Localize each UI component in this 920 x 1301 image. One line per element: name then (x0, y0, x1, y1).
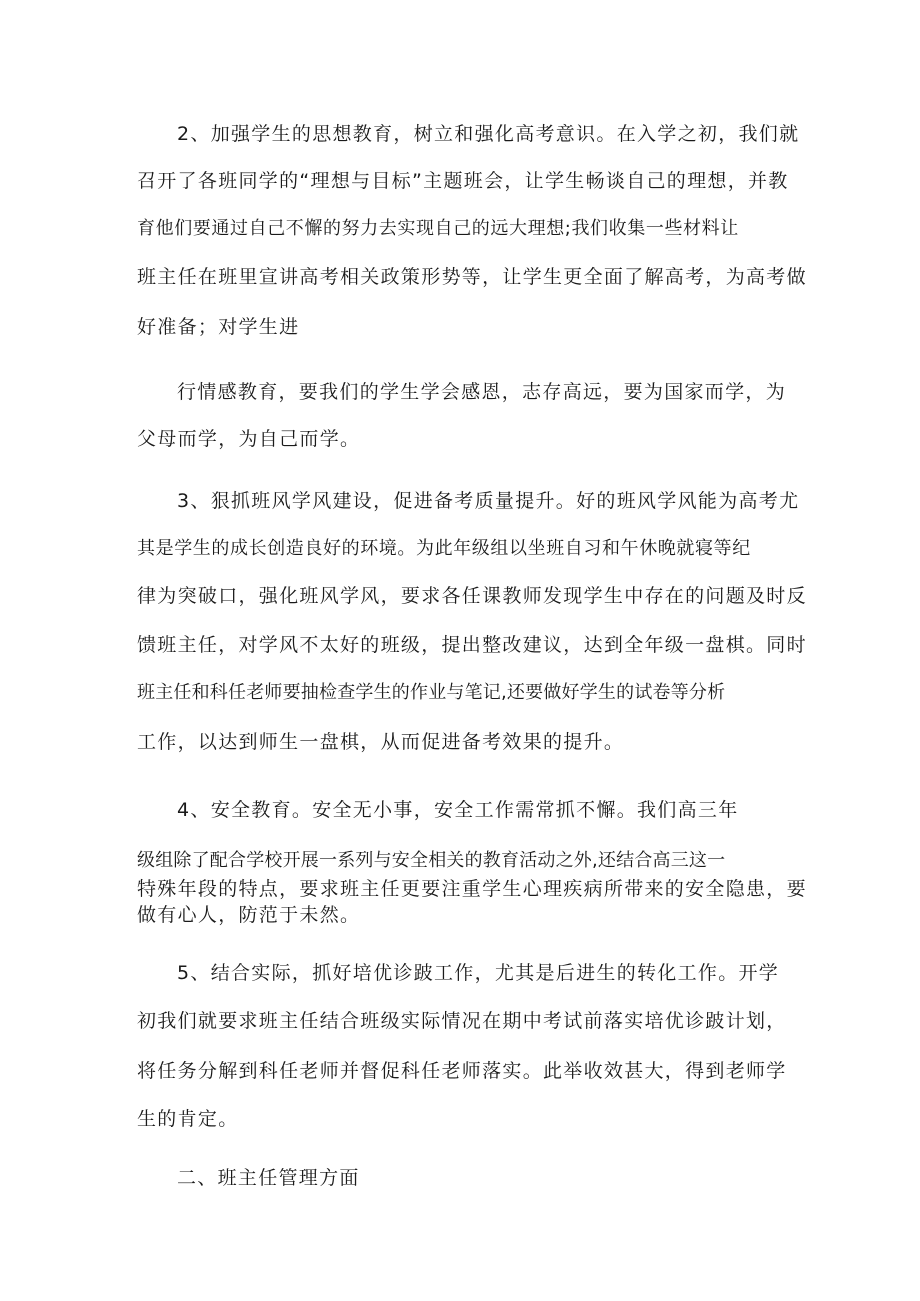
paragraph-3-line-2: 其是学生的成长创造良好的环境。为此年级组以坐班自习和午休晚就寝等纪 (137, 538, 751, 559)
paragraph-2-line-1: 行情感教育，要我们的学生学会感恩，志存高远，要为国家而学，为 (177, 381, 787, 403)
paragraph-3-line-5: 班主任和科任老师要抽检查学生的作业与笔记,还要做好学生的试卷等分析 (137, 682, 726, 703)
paragraph-1-line-2: 召开了各班同学的“理想与目标”主题班会，让学生畅谈自己的理想，并教 (137, 170, 789, 192)
paragraph-1-line-5: 好准备；对学生进 (137, 316, 300, 338)
paragraph-3-line-3: 律为突破口，强化班风学风，要求各任课教师发现学生中存在的问题及时反 (137, 585, 807, 607)
paragraph-5-line-4: 生的肯定。 (137, 1108, 239, 1130)
paragraph-4-line-2: 级组除了配合学校开展一系列与安全相关的教育活动之外,还结合高三这一 (137, 850, 726, 871)
paragraph-2-line-2: 父母而学，为自己而学。 (137, 428, 361, 450)
paragraph-3-line-4: 馈班主任，对学风不太好的班级，提出整改建议，达到全年级一盘棋。同时 (137, 634, 807, 656)
paragraph-4-line-4: 做有心人，防范于未然。 (137, 904, 361, 926)
section-heading: 二、班主任管理方面 (177, 1167, 360, 1189)
paragraph-5-line-2: 初我们就要求班主任结合班级实际情况在期中考试前落实培优诊跛计划， (137, 1010, 787, 1032)
paragraph-1-line-1: 2、加强学生的思想教育，树立和强化高考意识。在入学之初，我们就 (177, 123, 800, 145)
paragraph-5-line-3: 将任务分解到科任老师并督促科任老师落实。此举收效甚大，得到老师学 (137, 1060, 787, 1082)
paragraph-5-line-1: 5、结合实际，抓好培优诊跛工作，尤其是后进生的转化工作。开学 (177, 962, 780, 984)
paragraph-1-line-3: 育他们要通过自己不懈的努力去实现自己的远大理想;我们收集一些材料让 (137, 218, 739, 239)
paragraph-1-line-4: 班主任在班里宣讲高考相关政策形势等，让学生更全面了解高考，为高考做 (137, 266, 807, 288)
paragraph-4-line-3: 特殊年段的特点，要求班主任更要注重学生心理疾病所带来的安全隐患，要 (137, 878, 807, 900)
paragraph-3-line-1: 3、狠抓班风学风建设，促进备考质量提升。好的班风学风能为高考尤 (177, 490, 800, 512)
paragraph-3-line-6: 工作，以达到师生一盘棋，从而促进备考效果的提升。 (137, 731, 625, 753)
paragraph-4-line-1: 4、安全教育。安全无小事，安全工作需常抓不懈。我们高三年 (177, 799, 739, 821)
